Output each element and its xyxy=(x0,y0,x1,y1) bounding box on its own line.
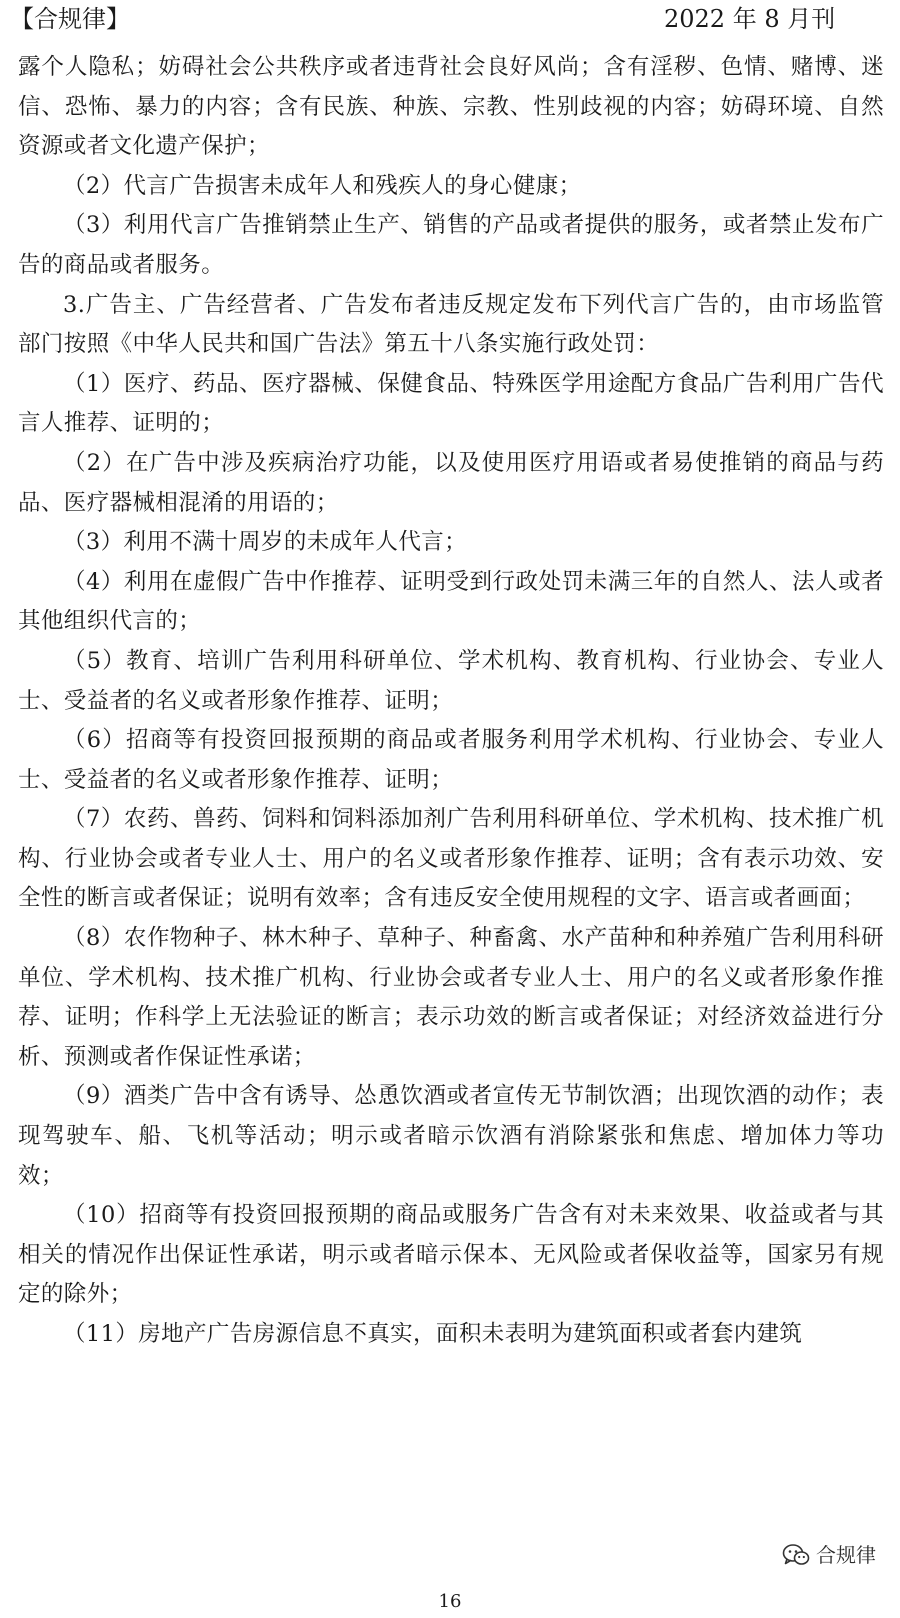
wechat-icon xyxy=(782,1543,810,1567)
paragraph: （7）农药、兽药、饲料和饲料添加剂广告利用科研单位、学术机构、技术推广机构、行业协会或者专业人士、用户的名义或者形象作推荐、证明；含有表示功效、安全性的断言或者保证；说明有效率；含有违反安全使用规程的文字、语言或者画面； xyxy=(18,806,884,912)
paragraph: （5）教育、培训广告利用科研单位、学术机构、教育机构、行业协会、专业人士、受益者的名义或者形象作推荐、证明； xyxy=(18,647,884,714)
paragraph: （8）农作物种子、林木种子、草种子、种畜禽、水产苗种和种养殖广告利用科研单位、学术机构、技术推广机构、行业协会或者专业人士、用户的名义或者形象作推荐、证明；作科学上无法验证的断言；表示功效的断言或者保证；对经济效益进行分析、预测或者作保证性承诺； xyxy=(18,925,884,1070)
paragraph: （3）利用代言广告推销禁止生产、销售的产品或者提供的服务，或者禁止发布广告的商品或者服务。 xyxy=(18,212,884,278)
paragraph: （2）在广告中涉及疾病治疗功能，以及使用医疗用语或者易使推销的商品与药品、医疗器械相混淆的用语的； xyxy=(18,449,884,516)
paragraph: （4）利用在虚假广告中作推荐、证明受到行政处罚未满三年的自然人、法人或者其他组织代言的； xyxy=(18,568,884,635)
journal-name: 【合规律】 xyxy=(10,5,130,33)
paragraph: （1）医疗、药品、医疗器械、保健食品、特殊医学用途配方食品广告利用广告代言人推荐、证明的； xyxy=(18,370,884,437)
paragraph: 3.广告主、广告经营者、广告发布者违反规定发布下列代言广告的，由市场监管部门按照《中华人民共和国广告法》第五十八条实施行政处罚： xyxy=(18,291,884,358)
watermark xyxy=(782,1540,876,1570)
paragraph: （2）代言广告损害未成年人和残疾人的身心健康； xyxy=(63,172,582,199)
paragraph: （10）招商等有投资回报预期的商品或服务广告含有对未来效果、收益或者与其相关的情况作出保证性承诺，明示或者暗示保本、无风险或者保收益等，国家另有规定的除外； xyxy=(18,1202,884,1308)
issue-date: 2022 年 8 月刊 xyxy=(664,5,836,33)
paragraph: （11）房地产广告房源信息不真实，面积未表明为建筑面积或者套内建筑 xyxy=(63,1321,803,1347)
paragraph: （3）利用不满十周岁的未成年人代言； xyxy=(63,529,468,556)
page-header xyxy=(0,4,900,38)
page-number: 16 xyxy=(438,1591,462,1612)
paragraph: （6）招商等有投资回报预期的商品或者服务利用学术机构、行业协会、专业人士、受益者的名义或者形象作推荐、证明； xyxy=(18,727,884,793)
paragraph: （9）酒类广告中含有诱导、怂恿饮酒或者宣传无节制饮酒；出现饮酒的动作；表现驾驶车、船、飞机等活动；明示或者暗示饮酒有消除紧张和焦虑、增加体力等功效； xyxy=(18,1083,884,1189)
watermark-text: 合规律 xyxy=(816,1543,876,1567)
paragraph: 露个人隐私；妨碍社会公共秩序或者违背社会良好风尚；含有淫秽、色情、赌博、迷信、恐怖、暴力的内容；含有民族、种族、宗教、性别歧视的内容；妨碍环境、自然资源或者文化遗产保护； xyxy=(18,54,884,160)
document-body xyxy=(18,48,884,1355)
